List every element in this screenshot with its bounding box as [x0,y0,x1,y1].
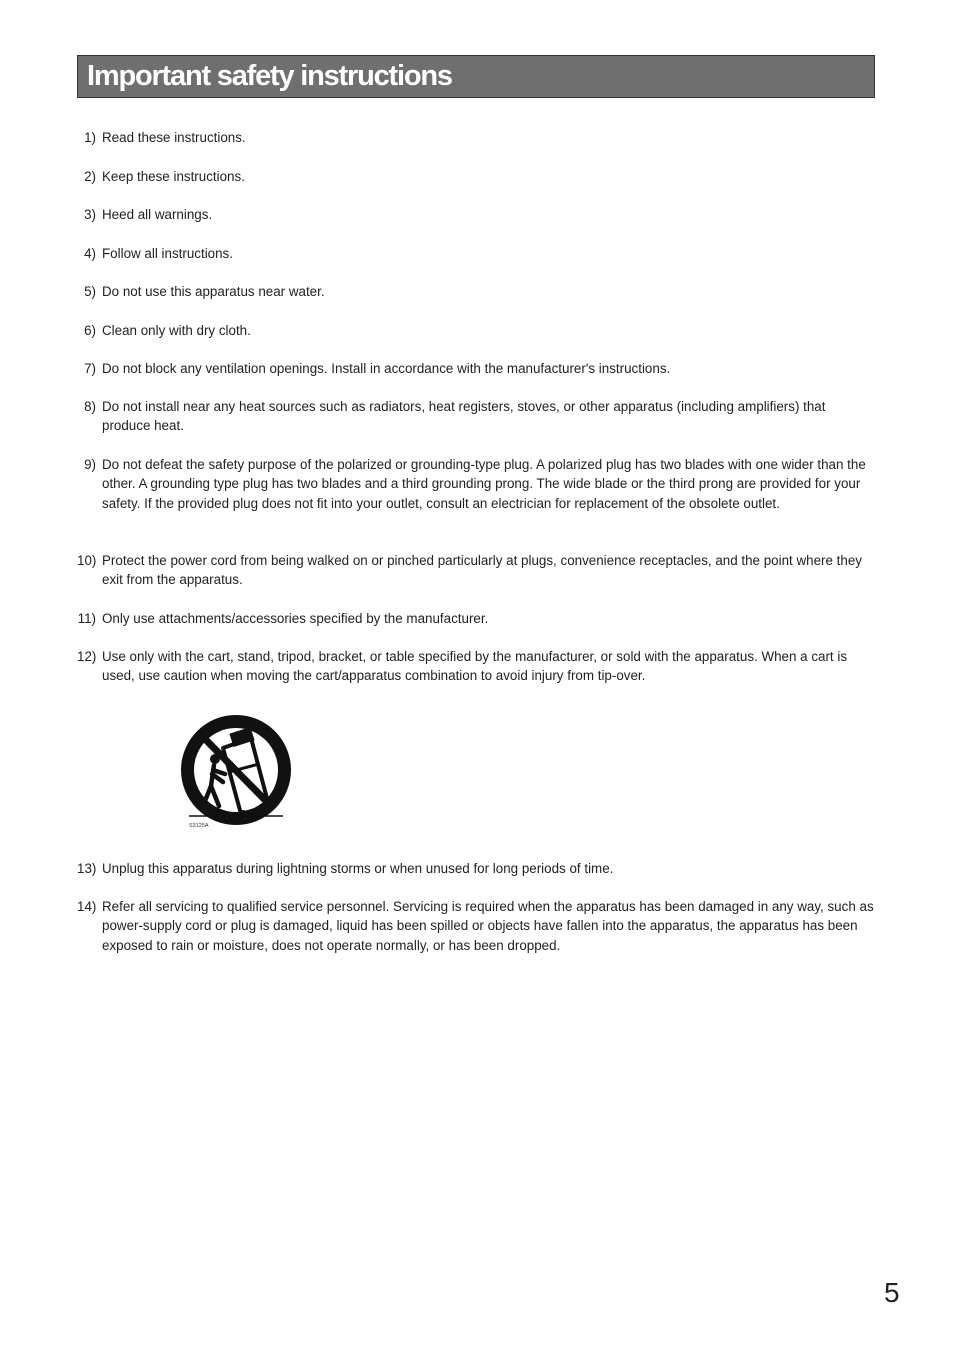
instruction-number: 1) [84,130,96,145]
instruction-item-7 [77,359,877,378]
instruction-item-4 [77,244,877,263]
instruction-text: Clean only with dry cloth. [102,323,251,338]
instruction-item-12 [77,647,877,686]
instruction-item-1 [77,128,877,147]
instruction-number: 2) [84,169,96,184]
instruction-number: 6) [84,323,96,338]
instruction-number: 10) [77,553,97,568]
instruction-number: 14) [77,899,97,914]
instruction-text: Read these instructions. [102,130,246,145]
instruction-item-9 [77,455,877,513]
title-bar [77,55,875,98]
instruction-item-14 [77,897,877,955]
page-number: 5 [884,1277,900,1308]
instruction-number: 8) [84,399,96,414]
instruction-text: Protect the power cord from being walked on or pinched particularly at plugs, convenience receptacles, and the point where they exit from the apparatus. [102,553,862,588]
instruction-number: 13) [77,861,97,876]
instruction-text: Keep these instructions. [102,169,245,184]
instruction-number: 11) [77,611,96,626]
instruction-item-5 [77,282,877,301]
instruction-number: 7) [84,361,96,376]
symbol-code: S3125A [189,823,209,829]
instruction-item-3 [77,205,877,224]
instruction-text: Do not install near any heat sources such as radiators, heat registers, stoves, or other apparatus (including amplifiers) that produce heat. [102,399,826,434]
instruction-text: Only use attachments/accessories specified by the manufacturer. [102,611,489,626]
instruction-text: Follow all instructions. [102,246,233,261]
instruction-text: Use only with the cart, stand, tripod, bracket, or table specified by the manufacturer, or sold with the apparatus. When a cart is used, use caution when moving the cart/apparatus combination to avoid injury from tip-over. [102,649,848,684]
cart-tip-over-warning-icon [181,714,293,836]
instruction-item-8 [77,397,877,436]
page-title: Important safety instructions [87,60,452,92]
instruction-item-6 [77,321,877,340]
instruction-item-2 [77,167,877,186]
instruction-number: 9) [84,457,96,472]
instruction-number: 5) [84,284,96,299]
instruction-text: Do not defeat the safety purpose of the polarized or grounding-type plug. A polarized plug has two blades with one wider than the other. A grounding type plug has two blades and a third grounding prong. The wide blade or the third prong are provided for your safety. If the provided plug does not fit into your outlet, consult an electrician for replacement of the obsolete outlet. [102,457,866,511]
instruction-number: 4) [84,246,96,261]
instruction-number: 3) [84,207,96,222]
instruction-text: Unplug this apparatus during lightning storms or when unused for long periods of time. [102,861,614,876]
instruction-text: Do not block any ventilation openings. Install in accordance with the manufacturer's instructions. [102,361,671,376]
instruction-item-13 [77,859,877,878]
instruction-text: Heed all warnings. [102,207,213,222]
instruction-item-11 [77,609,877,628]
instruction-text: Do not use this apparatus near water. [102,284,325,299]
instruction-number: 12) [77,649,97,664]
instruction-item-10 [77,551,877,590]
instruction-text: Refer all servicing to qualified service personnel. Servicing is required when the apparatus has been damaged in any way, such as power-supply cord or plug is damaged, liquid has been spilled or objects have fallen into the apparatus, the apparatus has been exposed to rain or moisture, does not operate normally, or has been dropped. [102,899,874,953]
cart-tip-over-symbol [181,714,293,836]
